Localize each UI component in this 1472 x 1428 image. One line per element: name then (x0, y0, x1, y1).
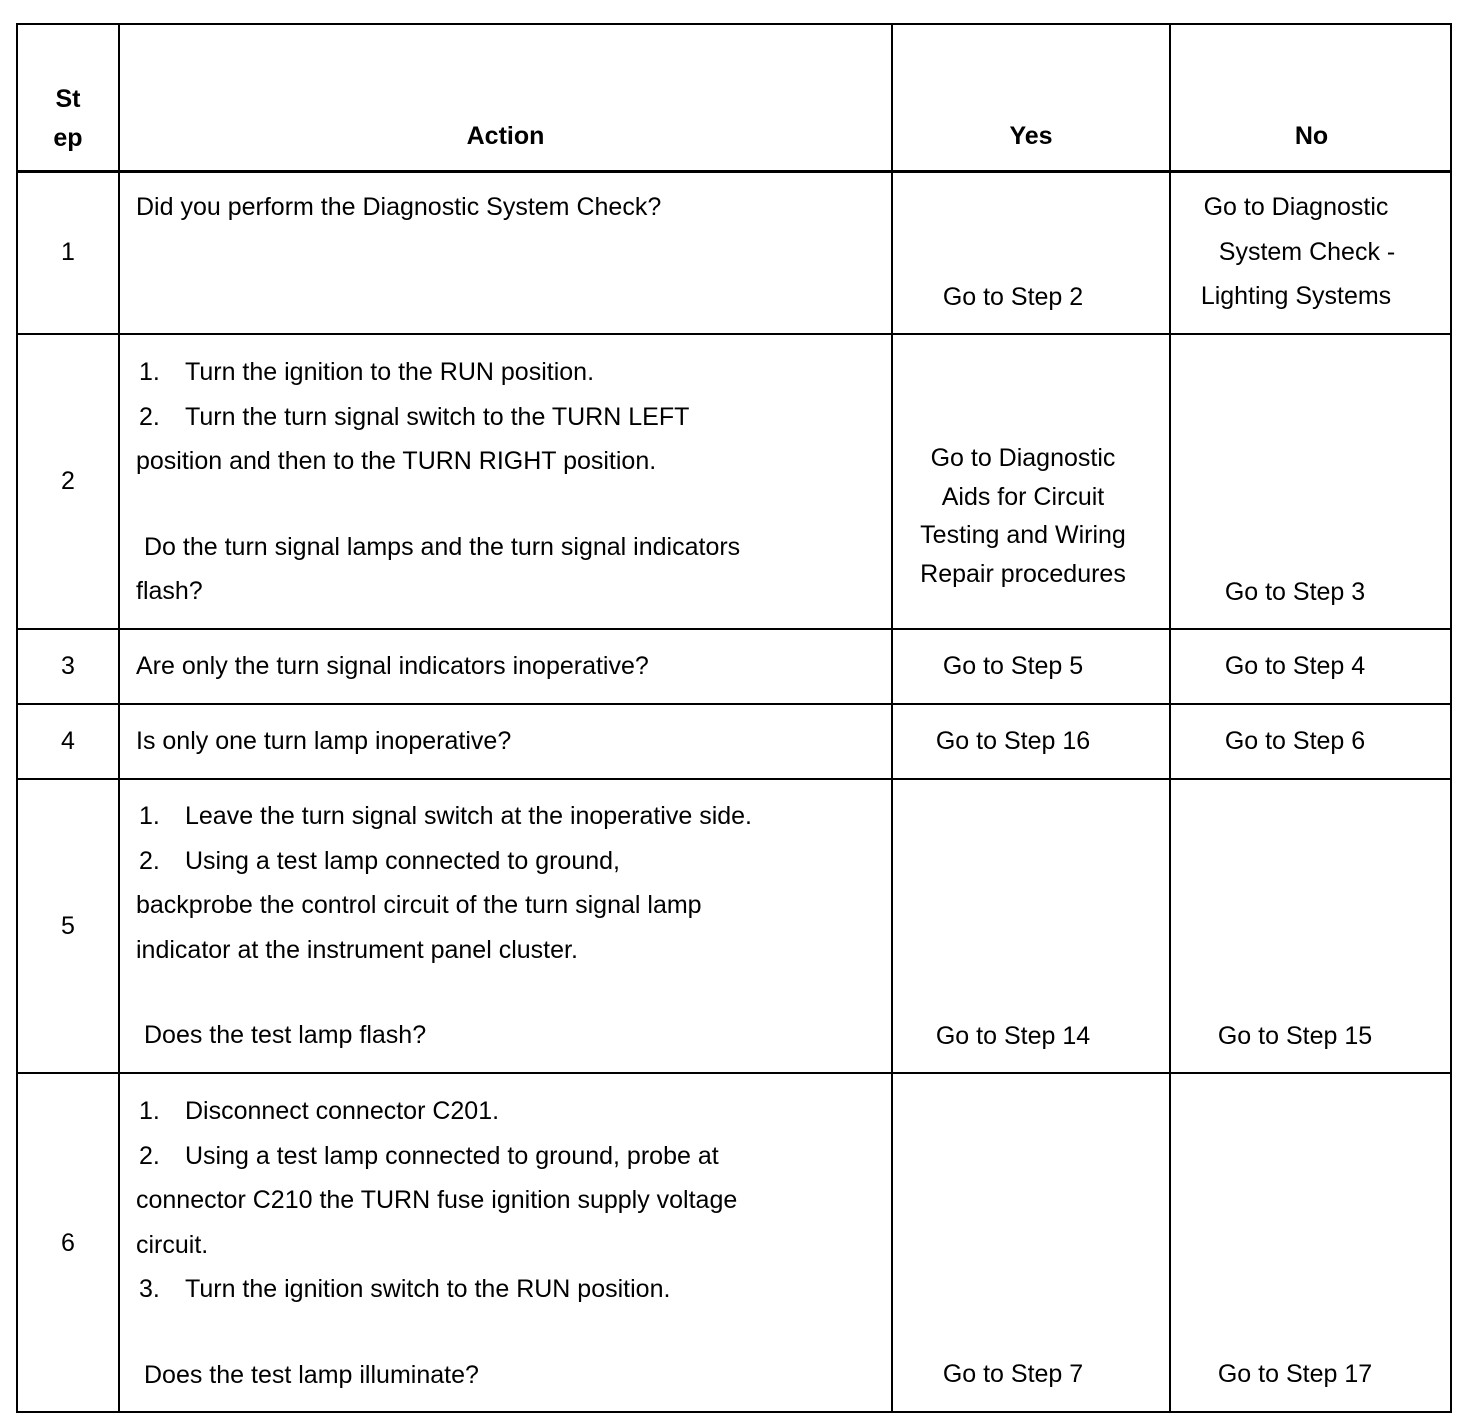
yes-cell: Go to Step 16 (935, 727, 1091, 755)
header-no: No (1294, 122, 1329, 150)
no-cell (1171, 185, 1421, 319)
yes-cell: Go to Step 14 (935, 1022, 1091, 1050)
no-cell: Go to Step 4 (1224, 652, 1366, 680)
step-index: 3. (139, 1275, 160, 1303)
action-step (136, 839, 752, 884)
action-question: flash? (136, 577, 203, 605)
yes-cell: Go to Step 5 (942, 652, 1084, 680)
no-cell: Go to Step 15 (1217, 1022, 1373, 1050)
action-question: Do the turn signal lamps and the turn signal indicators (144, 532, 741, 561)
yes-cell: Go to Step 2 (942, 283, 1084, 311)
action-question: Is only one turn lamp inoperative? (136, 727, 512, 755)
step-number: 4 (61, 727, 75, 756)
header-yes: Yes (1009, 122, 1053, 150)
step-number: 6 (61, 1229, 75, 1258)
action-question: Did you perform the Diagnostic System Check? (136, 193, 662, 221)
step-text-cont: backprobe the control circuit of the turn signal lamp (136, 891, 702, 919)
action-question: Are only the turn signal indicators inoperative? (136, 652, 649, 680)
action-question: Does the test lamp illuminate? (144, 1360, 479, 1389)
action-cell (136, 350, 740, 614)
row-divider-5 (18, 1072, 1450, 1074)
action-step (136, 350, 740, 395)
no-cell: Go to Step 3 (1224, 578, 1366, 606)
step-number: 3 (61, 652, 75, 681)
row-divider-4 (18, 778, 1450, 780)
step-text: Leave the turn signal switch at the inoperative side. (185, 802, 753, 830)
step-text-cont: position and then to the TURN RIGHT position. (136, 447, 657, 475)
step-text: Using a test lamp connected to ground, (185, 846, 620, 875)
step-number: 1 (61, 238, 75, 267)
step-index: 1. (139, 802, 160, 830)
step-number: 2 (61, 467, 75, 496)
action-step (136, 1089, 737, 1134)
step-text-cont: circuit. (136, 1230, 209, 1259)
yes-line: Aids for Circuit (941, 482, 1105, 511)
step-text-cont: indicator at the instrument panel cluster. (136, 935, 578, 964)
yes-cell: Go to Step 7 (942, 1360, 1084, 1388)
yes-line: Go to Diagnostic (930, 444, 1116, 472)
header-divider (18, 170, 1450, 173)
step-index: 2. (139, 846, 160, 875)
step-text: Turn the ignition to the RUN position. (185, 358, 595, 386)
action-step (136, 1134, 737, 1179)
action-cell (136, 794, 752, 1058)
no-cell: Go to Step 17 (1217, 1360, 1373, 1388)
no-cell: Go to Step 6 (1224, 727, 1366, 755)
step-text: Using a test lamp connected to ground, probe at (185, 1141, 719, 1170)
yes-line: Testing and Wiring (920, 521, 1126, 549)
header-step-line1: St (55, 85, 81, 113)
action-question: Does the test lamp flash? (144, 1021, 427, 1049)
step-text-cont: connector C210 the TURN fuse ignition supply voltage (136, 1186, 738, 1214)
no-line: Lighting Systems (1200, 282, 1392, 310)
action-cell (136, 1089, 737, 1397)
col-divider-action (891, 25, 893, 1411)
diagnostic-table (16, 23, 1452, 1413)
step-index: 1. (139, 358, 160, 386)
row-divider-2 (18, 628, 1450, 630)
step-text: Turn the ignition switch to the RUN position. (185, 1275, 671, 1303)
step-text: Turn the turn signal switch to the TURN LEFT (185, 402, 690, 431)
header-step-line2: ep (53, 124, 83, 152)
yes-line: Repair procedures (920, 559, 1126, 588)
row-divider-1 (18, 333, 1450, 335)
step-index: 2. (139, 402, 160, 431)
no-line: System Check - (1218, 237, 1396, 266)
row-divider-3 (18, 703, 1450, 705)
action-step (136, 395, 740, 440)
action-step (136, 1267, 737, 1312)
action-step (136, 794, 752, 839)
step-index: 2. (139, 1141, 160, 1170)
step-text: Disconnect connector C201. (185, 1097, 500, 1125)
header-action: Action (466, 122, 545, 150)
step-index: 1. (139, 1097, 160, 1125)
no-line: Go to Diagnostic (1203, 193, 1389, 221)
header-step (18, 80, 118, 158)
yes-cell (893, 439, 1153, 593)
step-number: 5 (61, 911, 75, 940)
col-divider-step (118, 25, 120, 1411)
